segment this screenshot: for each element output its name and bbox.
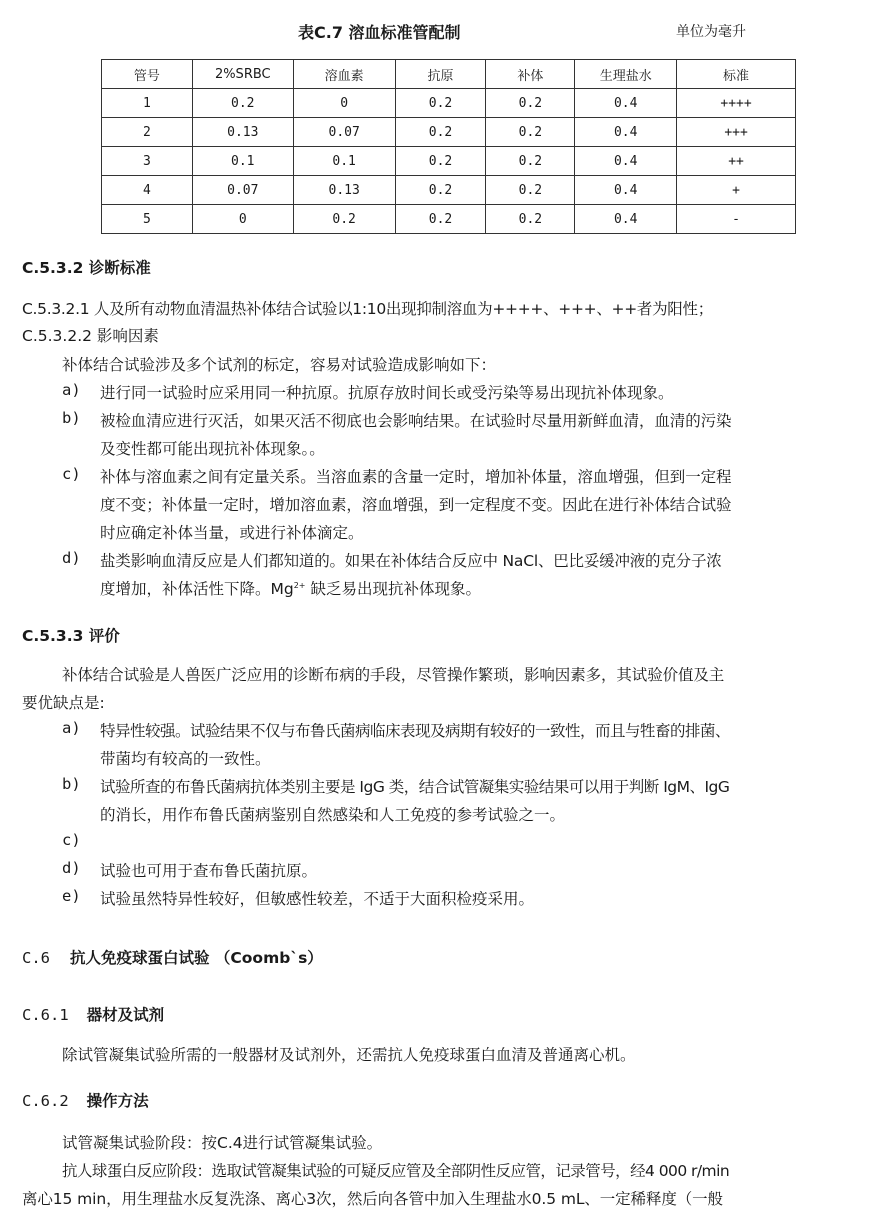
table-cell: - xyxy=(677,205,796,234)
list-item-text: 特异性较强。试验结果不仅与布鲁氏菌病临床表现及病期有较好的一致性，而且与牲畜的排菌、 xyxy=(100,722,731,740)
table-cell: 0.2 xyxy=(395,205,486,234)
list-item-text xyxy=(100,577,481,599)
table-title: 表C.7 溶血标准管配制 xyxy=(298,23,461,42)
paragraph-c53321: C.5.3.2.1 人及所有动物血清温热补体结合试验以1:10出现抑制溶血为++++、+++、++者为阳性； xyxy=(22,300,713,318)
table-cell: 1 xyxy=(102,89,193,118)
section-title: 操作方法 xyxy=(86,1092,149,1110)
col-header: 生理盐水 xyxy=(575,60,677,89)
table-cell: 0 xyxy=(192,205,293,234)
col-header: 管号 xyxy=(102,60,193,89)
table-cell: 2 xyxy=(102,118,193,147)
table-cell: + xyxy=(677,176,796,205)
table-cell: 0.13 xyxy=(192,118,293,147)
list-item-text: 及变性都可能出现抗补体现象。。 xyxy=(100,440,325,458)
list-label: c) xyxy=(62,831,81,849)
table-cell: 0.4 xyxy=(575,147,677,176)
section-title: 器材及试剂 xyxy=(86,1006,165,1024)
list-label: d) xyxy=(62,859,81,877)
list-item-text: 带菌均有较高的一致性。 xyxy=(100,750,271,768)
table-cell: 3 xyxy=(102,147,193,176)
list-item-text: 进行同一试验时应采用同一种抗原。抗原存放时间长或受污染等易出现抗补体现象。 xyxy=(100,384,674,402)
table-cell: 5 xyxy=(102,205,193,234)
table-cell: 4 xyxy=(102,176,193,205)
col-header: 2%SRBC xyxy=(192,60,293,89)
list-label: e) xyxy=(62,887,81,905)
section-heading-c6 xyxy=(22,946,323,968)
section-number: C.6 xyxy=(22,949,50,967)
table-row xyxy=(102,118,796,147)
table-row xyxy=(102,147,796,176)
section-title: 抗人免疫球蛋白试验 （Coomb`s） xyxy=(70,949,323,967)
paragraph-intro: 补体结合试验是人兽医广泛应用的诊断布病的手段，尽管操作繁琐，影响因素多，其试验价值及主 xyxy=(62,666,725,684)
table-cell: 0.2 xyxy=(293,205,395,234)
table-cell: 0.2 xyxy=(395,89,486,118)
paragraph: 试管凝集试验阶段：按C.4进行试管凝集试验。 xyxy=(62,1134,383,1152)
col-header: 溶血素 xyxy=(293,60,395,89)
table-cell: 0.07 xyxy=(192,176,293,205)
table-row xyxy=(102,89,796,118)
table-cell: 0.1 xyxy=(293,147,395,176)
table-cell: 0.2 xyxy=(395,118,486,147)
table-cell: 0.13 xyxy=(293,176,395,205)
table-cell: 0 xyxy=(293,89,395,118)
text-run: 度增加，补体活性下降。Mg xyxy=(100,580,294,598)
table-cell: 0.2 xyxy=(192,89,293,118)
table-cell: 0.2 xyxy=(486,205,575,234)
table-cell: ++++ xyxy=(677,89,796,118)
table-cell: 0.1 xyxy=(192,147,293,176)
col-header: 补体 xyxy=(486,60,575,89)
table-cell: 0.2 xyxy=(486,176,575,205)
section-number: C.6.1 xyxy=(22,1006,69,1024)
list-item-text: 时应确定补体当量，或进行补体滴定。 xyxy=(100,524,364,542)
table-cell: 0.2 xyxy=(486,147,575,176)
table-cell: 0.4 xyxy=(575,89,677,118)
section-number: C.6.2 xyxy=(22,1092,69,1110)
list-label: b) xyxy=(62,775,81,793)
section-heading-c61 xyxy=(22,1003,164,1025)
section-heading-c5333: C.5.3.3 评价 xyxy=(22,627,120,645)
list-item-text: 试验也可用于查布鲁氏菌抗原。 xyxy=(100,862,318,880)
superscript: 2+ xyxy=(293,580,306,590)
list-item-text: 盐类影响血清反应是人们都知道的。如果在补体结合反应中 NaCl、巴比妥缓冲液的克分子浓 xyxy=(100,552,722,570)
hemolysis-standard-table xyxy=(101,59,796,234)
list-item-text: 被检血清应进行灭活，如果灭活不彻底也会影响结果。在试验时尽量用新鲜血清，血清的污染 xyxy=(100,412,732,430)
col-header: 标准 xyxy=(677,60,796,89)
table-cell: 0.07 xyxy=(293,118,395,147)
list-label: b) xyxy=(62,409,81,427)
list-label: a) xyxy=(62,719,81,737)
table-cell: +++ xyxy=(677,118,796,147)
table-cell: 0.2 xyxy=(486,89,575,118)
paragraph: 抗人球蛋白反应阶段：选取试管凝集试验的可疑反应管及全部阴性反应管，记录管号，经4 000 r/min xyxy=(62,1162,730,1180)
table-cell: 0.2 xyxy=(486,118,575,147)
list-item-text: 的消长，用作布鲁氏菌病鉴别自然感染和人工免疫的参考试验之一。 xyxy=(100,806,566,824)
paragraph: 离心15 min，用生理盐水反复洗涤、离心3次，然后向各管中加入生理盐水0.5 mL、一定稀释度（一般 xyxy=(22,1190,723,1208)
list-item-text: 试验所查的布鲁氏菌病抗体类别主要是 IgG 类，结合试管凝集实验结果可以用于判断 IgM、IgG xyxy=(100,778,730,796)
list-label: a) xyxy=(62,381,81,399)
table-header-row xyxy=(102,60,796,89)
list-item-text: 度不变；补体量一定时，增加溶血素，溶血增强，到一定程度不变。因此在进行补体结合试验 xyxy=(100,496,732,514)
paragraph-intro: 补体结合试验涉及多个试剂的标定，容易对试验造成影响如下： xyxy=(62,356,497,374)
table-cell: 0.4 xyxy=(575,176,677,205)
col-header: 抗原 xyxy=(395,60,486,89)
subheading-c53322: C.5.3.2.2 影响因素 xyxy=(22,327,159,345)
table-cell: ++ xyxy=(677,147,796,176)
section-heading-c5332: C.5.3.2 诊断标准 xyxy=(22,259,151,277)
table-row xyxy=(102,205,796,234)
table-row xyxy=(102,176,796,205)
section-heading-c62 xyxy=(22,1089,149,1111)
table-cell: 0.4 xyxy=(575,205,677,234)
list-label: c) xyxy=(62,465,81,483)
text-run: 缺乏易出现抗补体现象。 xyxy=(305,580,481,598)
table-cell: 0.2 xyxy=(395,176,486,205)
table-unit: 单位为毫升 xyxy=(676,24,746,40)
list-item-text: 补体与溶血素之间有定量关系。当溶血素的含量一定时，增加补体量，溶血增强，但到一定程 xyxy=(100,468,732,486)
list-item-text: 试验虽然特异性较好，但敏感性较差，不适于大面积检疫采用。 xyxy=(100,890,535,908)
table-cell: 0.4 xyxy=(575,118,677,147)
table-cell: 0.2 xyxy=(395,147,486,176)
paragraph-intro: 要优缺点是: xyxy=(22,694,105,712)
paragraph: 除试管凝集试验所需的一般器材及试剂外，还需抗人免疫球蛋白血清及普通离心机。 xyxy=(62,1046,636,1064)
list-label: d) xyxy=(62,549,81,567)
